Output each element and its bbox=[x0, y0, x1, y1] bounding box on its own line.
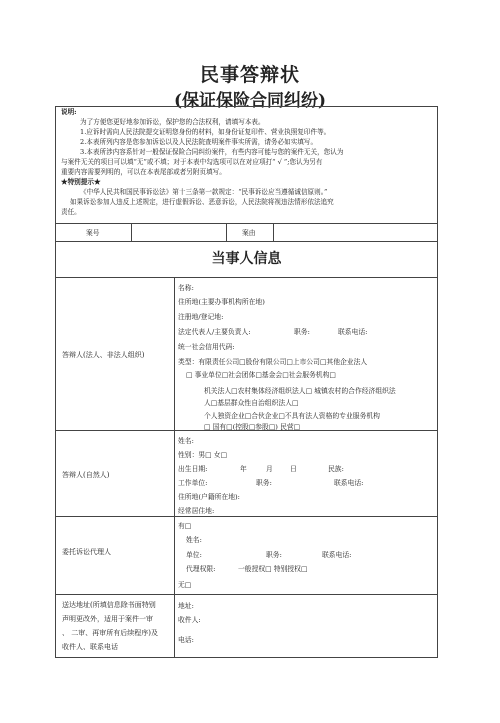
response-form bbox=[55, 106, 438, 658]
party-info-title: 当事人信息 bbox=[56, 241, 437, 278]
agent-name-field: 姓名: bbox=[186, 536, 202, 544]
residence-field: 经常居住地: bbox=[178, 507, 215, 515]
household-address-field: 住所地(户籍所在地): bbox=[178, 493, 240, 501]
instruction-line: 《中华人民共和国民事诉讼法》第十三条第一款规定：“民事诉讼应当遵循诚信原则。” bbox=[80, 188, 328, 196]
address-field: 地址: bbox=[178, 602, 194, 610]
document-subtitle: (保证保险合同纠纷) bbox=[173, 91, 327, 111]
person-phone-field: 联系电话: bbox=[334, 479, 364, 487]
service-address-row bbox=[56, 594, 437, 658]
special-notice-heading: ★特别提示★ bbox=[61, 178, 101, 186]
birth-day: 日 bbox=[290, 465, 297, 473]
gender-field: 性别：男□ 女□ bbox=[178, 451, 227, 459]
entity-type-options: 人□基层群众性自治组织法人□ bbox=[204, 399, 299, 407]
recipient-field: 收件人: bbox=[178, 616, 201, 624]
legal-person-label: 答辩人(法人、非法人组织) bbox=[62, 351, 145, 359]
case-row bbox=[56, 223, 437, 242]
birth-date-field: 出生日期: bbox=[178, 465, 208, 473]
legal-rep-field: 法定代表人/主要负责人: bbox=[178, 328, 251, 336]
contact-phone-field: 电话: bbox=[178, 636, 194, 644]
registration-field: 注册地/登记地: bbox=[178, 313, 224, 321]
person-position-field: 职务: bbox=[256, 479, 272, 487]
instruction-line: 责任。 bbox=[61, 208, 81, 216]
instruction-line: 与案件无关的项目可以填“无”或不填；对于本表中勾选项可以在对应项打“ √ ”;您认为另有 bbox=[61, 158, 323, 166]
case-number-label: 案号 bbox=[86, 229, 100, 237]
instruction-line: 1.应诉时需向人民法院提交证明您身份的材料，如身份证复印件、营业执照复印件等。 bbox=[80, 128, 331, 136]
agent-row bbox=[56, 516, 437, 595]
cause-of-action-label: 案由 bbox=[242, 229, 256, 237]
employer-field: 工作单位: bbox=[178, 479, 208, 487]
domicile-field: 住所地(主要办事机构所在地) bbox=[178, 298, 265, 306]
instruction-line: 2.本表所列内容是您参加诉讼以及人民法院查明案件事实所需，请务必如实填写。 bbox=[80, 138, 318, 146]
instruction-line: 如果诉讼参加人违反上述规定，进行虚假诉讼、恶意诉讼，人民法院将视违法情形依法追究 bbox=[70, 198, 334, 206]
agent-position-field: 职务: bbox=[266, 551, 282, 559]
address-label-line: 送达地址(所填信息除书面特别 bbox=[62, 601, 156, 609]
agent-yes-option: 有□ bbox=[178, 522, 192, 530]
authority-options: 一般授权□ 特别授权□ bbox=[238, 565, 308, 573]
entity-type-options: □ 事业单位□社会团体□基金会□社会服务机构□ bbox=[186, 371, 336, 379]
legal-person-row bbox=[56, 277, 437, 431]
address-label-line: 、 二审、再审所有后续程序)及 bbox=[62, 629, 158, 637]
instructions-cell bbox=[56, 107, 437, 224]
ownership-options: □ 国有□(控股□参股□) 民营□ bbox=[204, 423, 301, 431]
instruction-line: 重要内容需要列明的，可以在本表尾部或者另附页填写。 bbox=[61, 168, 226, 176]
birth-year: 年 bbox=[240, 465, 247, 473]
name-field: 名称: bbox=[178, 284, 194, 292]
agent-unit-field: 单位: bbox=[186, 551, 202, 559]
entity-type-field: 类型：有限责任公司□股份有限公司□上市公司□其他企业法人 bbox=[178, 358, 368, 366]
address-label-line: 收件人、联系电话 bbox=[62, 643, 118, 651]
instruction-line: 3.本表所涉内容系针对一般保证保险合同纠纷案件，有些内容可能与您的案件无关，您认为 bbox=[80, 148, 344, 156]
natural-person-label: 答辩人(自然人) bbox=[62, 471, 110, 479]
ethnicity-field: 民族: bbox=[328, 465, 344, 473]
entity-type-options: 机关法人□农村集体经济组织法人□ 城镇农村的合作经济组织法 bbox=[204, 387, 396, 395]
agent-label: 委托诉讼代理人 bbox=[62, 548, 111, 556]
document-title: 民事答辩状 bbox=[199, 64, 300, 86]
entity-type-options: 个人独资企业□合伙企业□不具有法人资格的专业服务机构 bbox=[204, 412, 380, 420]
agent-no-option: 无□ bbox=[178, 581, 192, 589]
credit-code-field: 统一社会信用代码: bbox=[178, 343, 235, 351]
birth-month: 月 bbox=[266, 465, 273, 473]
position-field: 职务: bbox=[294, 328, 310, 336]
agent-authority-field: 代理权限: bbox=[186, 565, 216, 573]
phone-field: 联系电话: bbox=[338, 328, 368, 336]
address-label-line: 声明更改外，适用于案件一审 bbox=[62, 615, 153, 623]
natural-person-row bbox=[56, 430, 437, 517]
instruction-line: 为了方便您更好地参加诉讼，保护您的合法权利，请填写本表。 bbox=[80, 118, 265, 126]
instructions-heading: 说明: bbox=[61, 108, 77, 116]
agent-phone-field: 联系电话: bbox=[322, 551, 352, 559]
person-name-field: 姓名: bbox=[178, 437, 194, 445]
